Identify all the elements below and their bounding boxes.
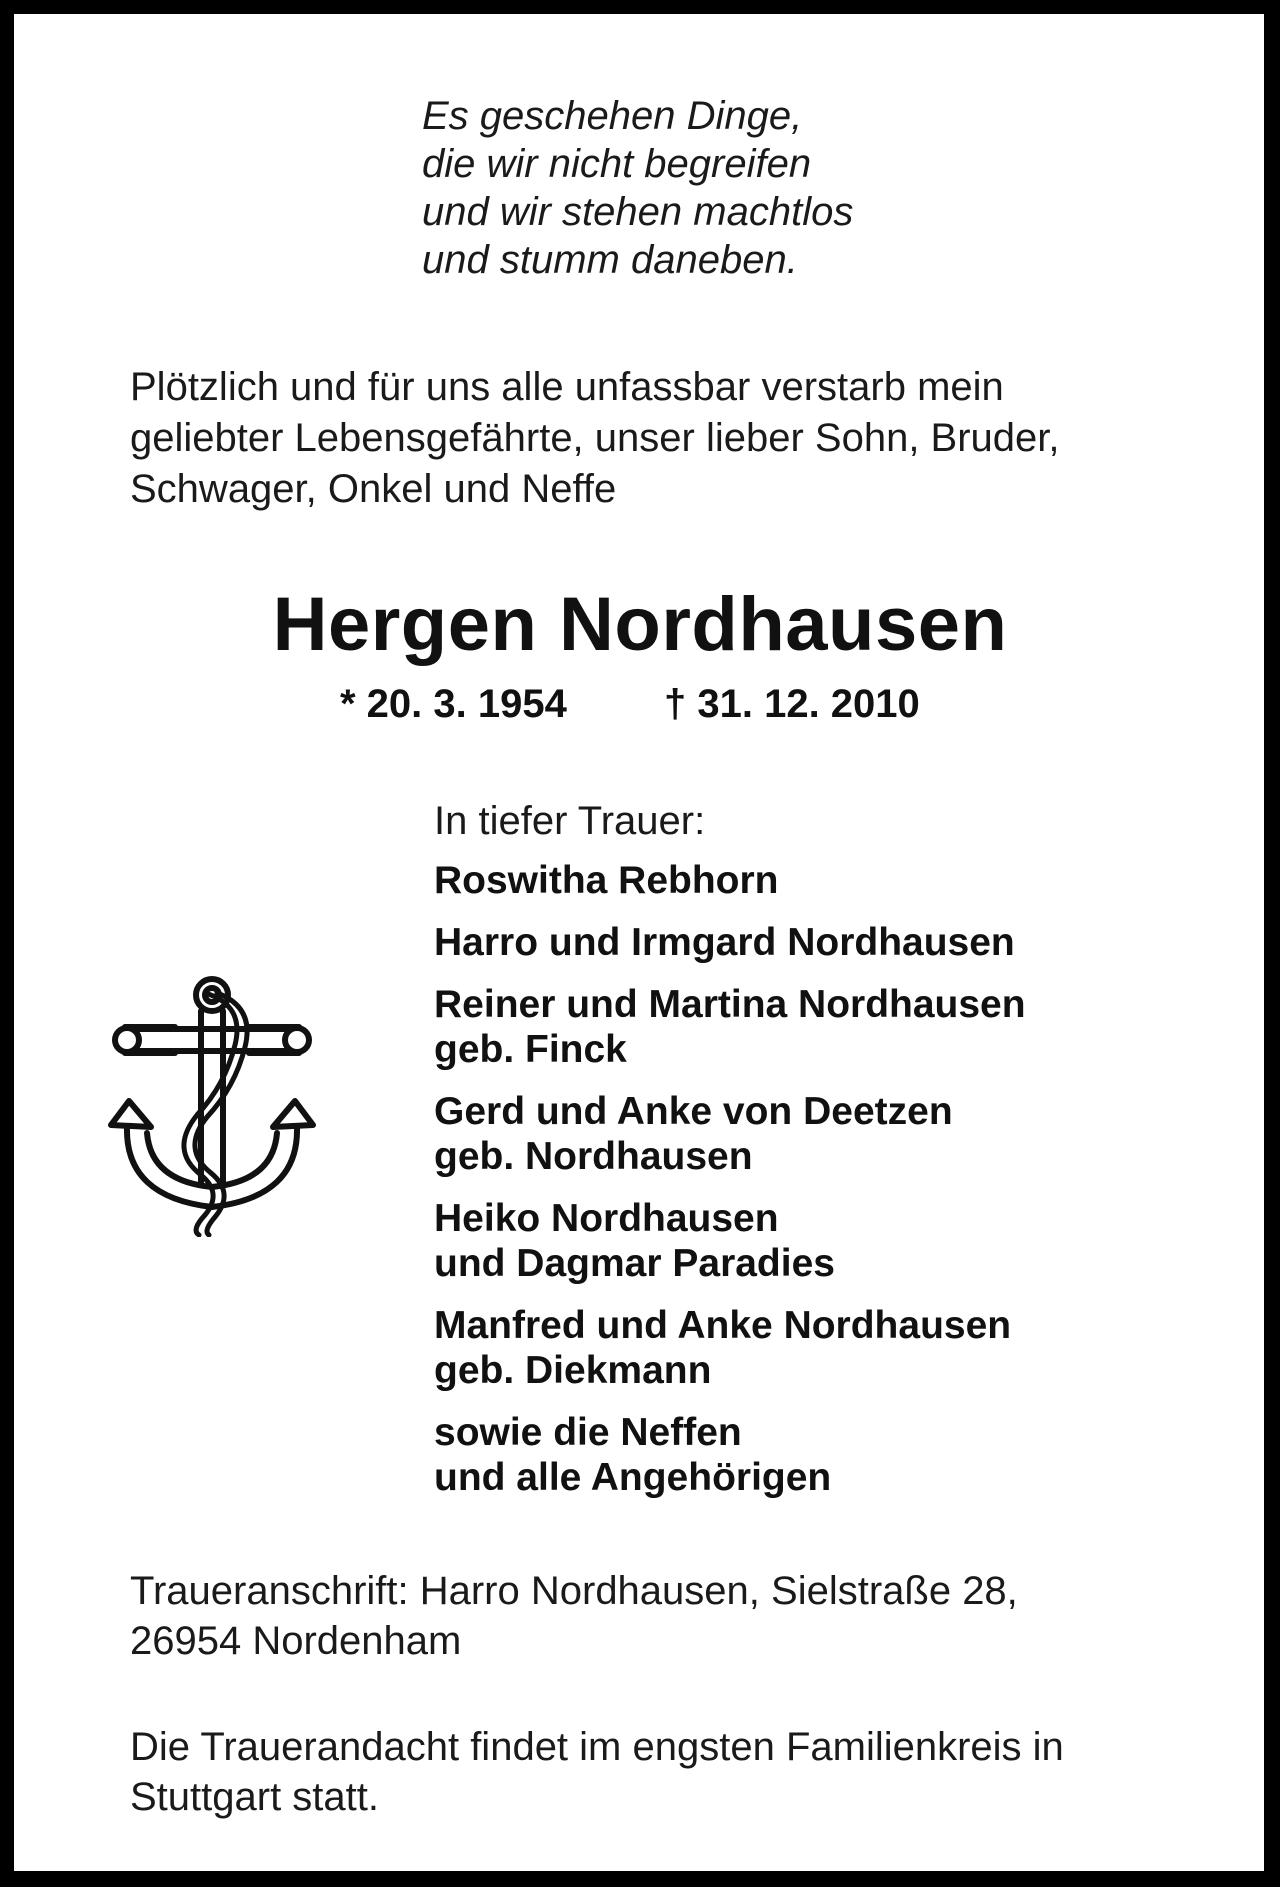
announcement-line: geliebter Lebensgefährte, unser lieber Sohn, Bruder, — [130, 416, 1060, 460]
announcement-line: Plötzlich und für uns alle unfassbar verstarb mein — [130, 365, 1004, 409]
announcement-text — [130, 362, 1170, 515]
poem-line: und stumm daneben. — [422, 238, 798, 282]
condolence-address — [130, 1566, 1210, 1666]
deceased-name: Hergen Nordhausen — [272, 582, 1008, 667]
birth-date: * 20. 3. 1954 — [340, 682, 567, 726]
mourner-line: Manfred und Anke Nordhausen — [434, 1304, 1012, 1347]
mourner-line: Harro und Irmgard Nordhausen — [434, 921, 1015, 964]
anchor-icon — [105, 975, 320, 1237]
mourner-line: Gerd und Anke von Deetzen — [434, 1090, 953, 1133]
mourner-line: geb. Diekmann — [434, 1349, 712, 1392]
poem-verse — [422, 92, 1122, 284]
death-date: † 31. 12. 2010 — [664, 682, 920, 726]
mourner-entry — [434, 858, 1234, 903]
poem-line: die wir nicht begreifen — [422, 142, 812, 186]
announcement-line: Schwager, Onkel und Neffe — [130, 467, 617, 511]
mourner-line: geb. Finck — [434, 1028, 627, 1071]
mourner-entry — [434, 982, 1234, 1072]
mourner-entry — [434, 920, 1234, 965]
mourner-line: und Dagmar Paradies — [434, 1242, 835, 1285]
poem-line: Es geschehen Dinge, — [422, 94, 803, 138]
notice-line: Die Trauerandacht findet im engsten Familienkreis in — [130, 1725, 1064, 1769]
mourner-entry — [434, 1089, 1234, 1179]
mourners-list — [434, 796, 1234, 1517]
address-line: Traueranschrift: Harro Nordhausen, Sielstraße 28, — [130, 1569, 1018, 1613]
memorial-service-notice — [130, 1722, 1210, 1822]
mourner-line: Heiko Nordhausen — [434, 1197, 779, 1240]
mourner-line: geb. Nordhausen — [434, 1135, 753, 1178]
mourner-entry — [434, 1410, 1234, 1500]
mourner-line: Reiner und Martina Nordhausen — [434, 983, 1026, 1026]
mourner-entry — [434, 1196, 1234, 1286]
mourners-heading: In tiefer Trauer: — [434, 799, 706, 843]
address-line: 26954 Nordenham — [130, 1619, 462, 1663]
mourner-line: sowie die Neffen — [434, 1411, 742, 1454]
mourner-line: Roswitha Rebhorn — [434, 859, 779, 902]
poem-line: und wir stehen machtlos — [422, 190, 854, 234]
mourner-line: und alle Angehörigen — [434, 1456, 832, 1499]
notice-line: Stuttgart statt. — [130, 1775, 380, 1819]
mourner-entry — [434, 1303, 1234, 1393]
